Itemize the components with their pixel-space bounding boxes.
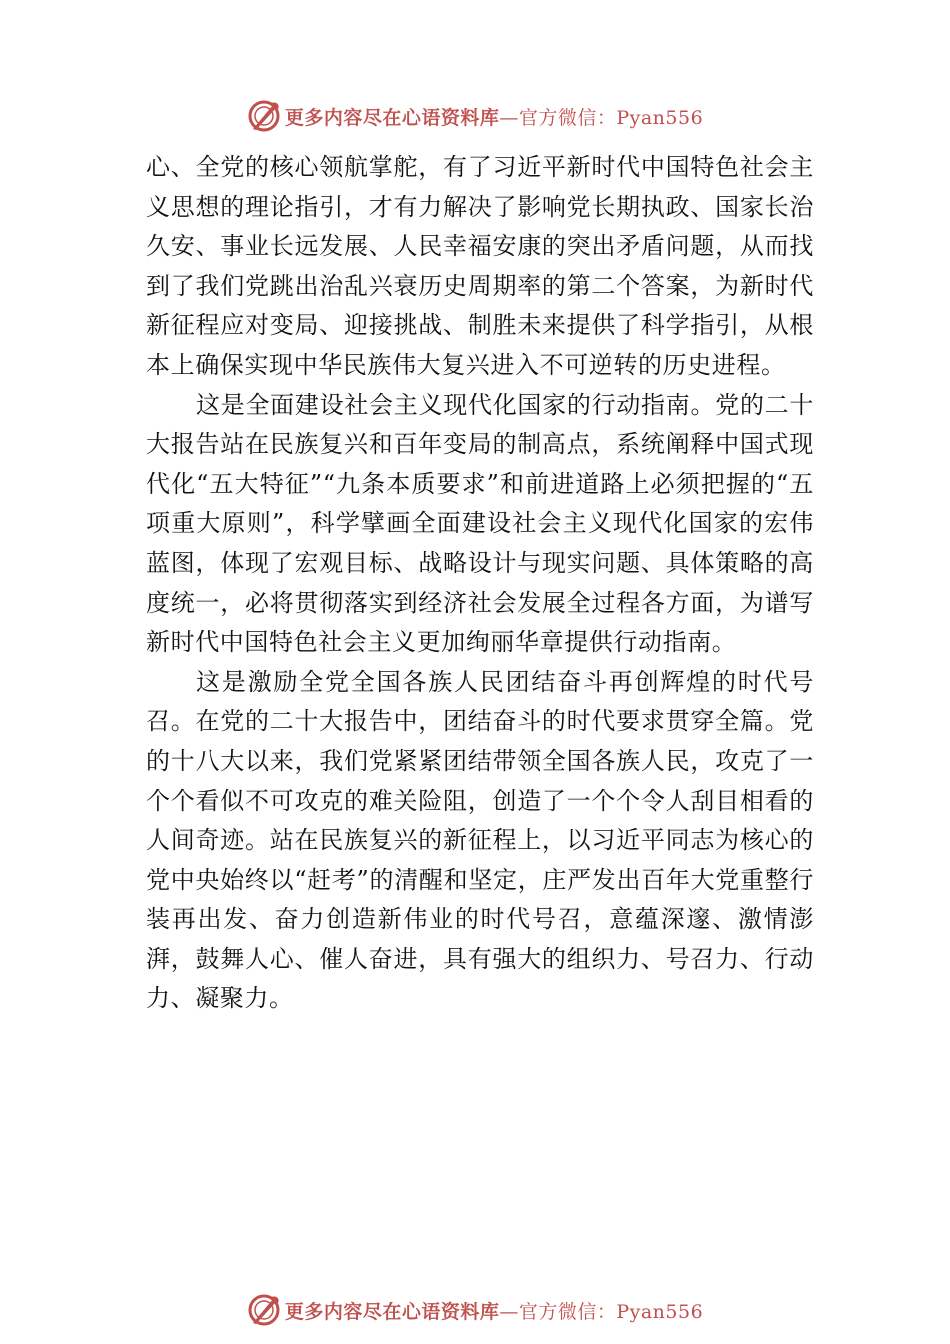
footer-promo-text: [285, 1297, 703, 1324]
header-promo-main: 更多内容尽在心语资料库: [284, 106, 500, 129]
footer-wechat-label: —官方微信：Pyan556: [499, 1300, 704, 1323]
quill-logo-icon: [247, 99, 281, 133]
footer-promo-main: 更多内容尽在心语资料库: [284, 1300, 500, 1323]
footer-banner: [0, 1290, 950, 1330]
paragraph-call-of-era: 这是激励全党全国各族人民团结奋斗再创辉煌的时代号召。在党的二十大报告中，团结奋斗的时代要求贯穿全篇。党的十八大以来，我们党紧紧团结带领全国各族人民，攻克了一个个看似不可攻克的难关险阻，创造了一个个令人刮目相看的人间奇迹。站在民族复兴的新征程上，以习近平同志为核心的党中央始终以“赶考”的清醒和坚定，庄严发出百年大党重整行装再出发、奋力创造新伟业的时代号召，意蕴深邃、激情澎湃，鼓舞人心、催人奋进，具有强大的组织力、号召力、行动力、凝聚力。: [146, 667, 814, 1013]
header-wechat-label: —官方微信：Pyan556: [499, 106, 704, 129]
header-promo-text: [285, 103, 703, 130]
header-banner: [0, 96, 950, 136]
document-body: [146, 148, 814, 1019]
paragraph-action-guide: 这是全面建设社会主义现代化国家的行动指南。党的二十大报告站在民族复兴和百年变局的制高点，系统阐释中国式现代化“五大特征”“九条本质要求”和前进道路上必须把握的“五项重大原则”，科学擘画全面建设社会主义现代化国家的宏伟蓝图，体现了宏观目标、战略设计与现实问题、具体策略的高度统一，必将贯彻落实到经济社会发展全过程各方面，为谱写新时代中国特色社会主义更加绚丽华章提供行动指南。: [146, 390, 814, 657]
quill-logo-icon: [247, 1293, 281, 1327]
paragraph-continuation: 心、全党的核心领航掌舵，有了习近平新时代中国特色社会主义思想的理论指引，才有力解决了影响党长期执政、国家长治久安、事业长远发展、人民幸福安康的突出矛盾问题，从而找到了我们党跳出治乱兴衰历史周期率的第二个答案，为新时代新征程应对变局、迎接挑战、制胜未来提供了科学指引，从根本上确保实现中华民族伟大复兴进入不可逆转的历史进程。: [146, 153, 814, 379]
